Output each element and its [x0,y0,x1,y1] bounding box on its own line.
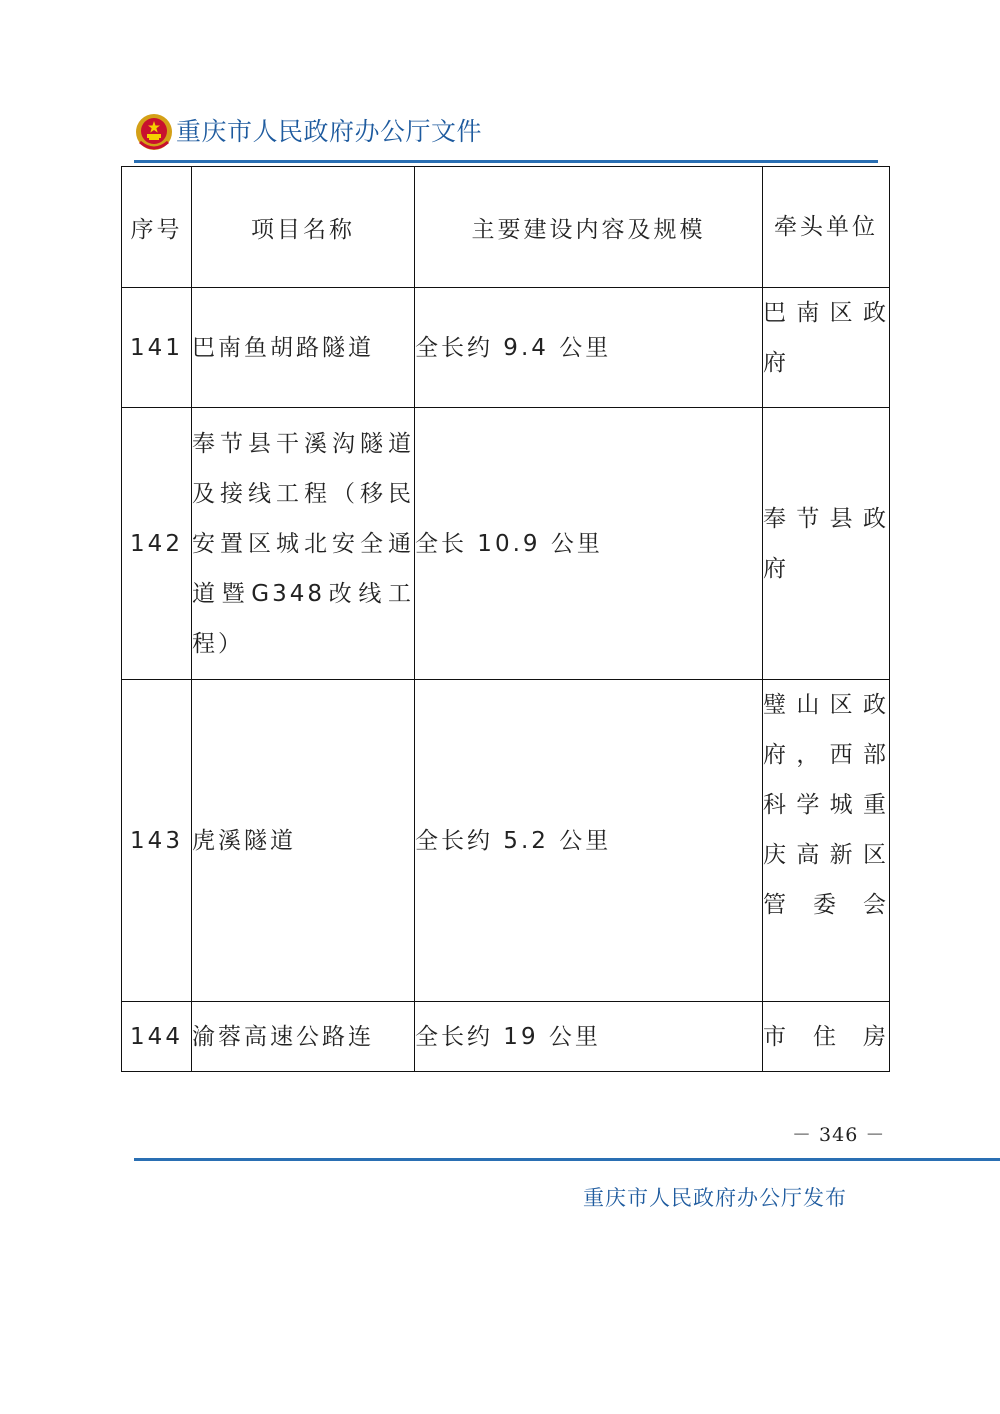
page-number: － 346 － [792,1124,886,1146]
row-no: 142 [122,408,192,680]
header-no: 序号 [122,167,192,288]
row-project-name: 奉节县干溪沟隧道及接线工程（移民安置区城北安全通道暨G348改线工程） [192,408,415,680]
row-content: 全长约 5.2 公里 [415,680,763,1002]
row-lead-unit: 奉节县政府 [763,408,890,680]
header-divider [134,160,878,163]
row-no: 143 [122,680,192,1002]
row-lead-unit: 璧山区政府，西部科学城重庆高新区管委会 [763,680,890,1002]
footer-publisher: 重庆市人民政府办公厅发布 [583,1186,847,1210]
table-row [122,1002,890,1072]
row-content: 全长约 19 公里 [415,1002,763,1072]
row-project-name: 巴南鱼胡路隧道 [192,288,415,408]
document-header [134,112,482,152]
row-content: 全长约 9.4 公里 [415,288,763,408]
row-project-name: 虎溪隧道 [192,680,415,1002]
table-row [122,408,890,680]
project-table [121,166,890,1072]
table-row [122,288,890,408]
footer-divider [134,1158,1000,1161]
header-content: 主要建设内容及规模 [415,167,763,288]
header-name: 项目名称 [192,167,415,288]
national-emblem-icon [134,112,174,152]
table-header-row [122,167,890,288]
row-lead-unit: 巴南区政府 [763,288,890,408]
header-title: 重庆市人民政府办公厅文件 [176,117,483,146]
row-no: 141 [122,288,192,408]
row-lead-unit: 市住房 [763,1002,890,1072]
header-lead: 牵头单位 [763,167,890,288]
table-row [122,680,890,1002]
row-content: 全长 10.9 公里 [415,408,763,680]
row-project-name: 渝蓉高速公路连 [192,1002,415,1072]
row-no: 144 [122,1002,192,1072]
